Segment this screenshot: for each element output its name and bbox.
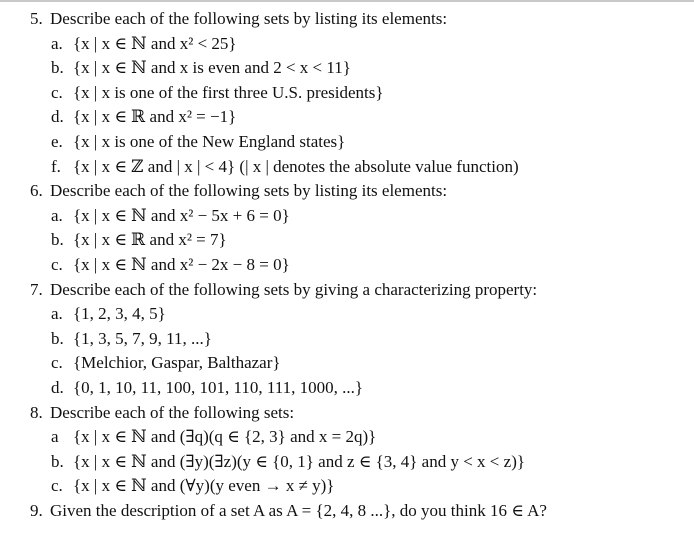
item-label: b. <box>51 328 64 348</box>
item-text: {x | x ∈ ℕ and (∀y)(y even → x ≠ y)} <box>73 476 335 496</box>
item-text: {x | x ∈ ℕ and (∃q)(q ∈ {2, 3} and x = 2q)} <box>73 427 377 447</box>
question-prompt: Describe each of the following sets by listing its elements: <box>50 9 448 28</box>
item-label: b. <box>51 451 64 471</box>
item-text: {x | x is one of the New England states} <box>73 131 346 151</box>
item-text: {x | x ∈ ℕ and x² − 2x − 8 = 0} <box>73 254 290 274</box>
item-label: d. <box>51 107 64 127</box>
question-5-item-d <box>0 105 694 130</box>
question-8-item-b <box>0 450 694 475</box>
item-text: {x | x ∈ ℕ and x² < 25} <box>73 33 237 53</box>
question-6 <box>0 179 694 204</box>
question-5-item-e <box>0 130 694 155</box>
question-number: 6. <box>30 181 43 201</box>
item-label: d. <box>51 377 64 397</box>
item-label: b. <box>51 58 64 78</box>
question-7-item-d <box>0 376 694 401</box>
question-5-item-c <box>0 81 694 106</box>
question-5-item-b <box>0 56 694 81</box>
item-text: {1, 2, 3, 4, 5} <box>73 304 166 324</box>
item-text: {x | x is one of the first three U.S. presidents} <box>73 82 384 102</box>
item-text: {x | x ∈ ℕ and x² − 5x + 6 = 0} <box>73 205 290 225</box>
top-divider <box>0 0 694 2</box>
item-text: {Melchior, Gaspar, Balthazar} <box>73 353 281 373</box>
question-7-item-c <box>0 351 694 376</box>
item-text: {1, 3, 5, 7, 9, 11, ...} <box>73 328 212 348</box>
item-label: f. <box>51 156 61 176</box>
item-label: c. <box>51 476 63 496</box>
question-6-item-b <box>0 228 694 253</box>
item-text: {x | x ∈ ℝ and x² = 7} <box>73 230 227 250</box>
item-label: a. <box>51 205 63 225</box>
item-text: {x | x ∈ ℝ and x² = −1} <box>73 107 237 127</box>
item-text: {0, 1, 10, 11, 100, 101, 110, 111, 1000, ...} <box>73 377 364 397</box>
question-number: 9. <box>30 500 43 520</box>
item-text: {x | x ∈ ℕ and (∃y)(∃z)(y ∈ {0, 1} and z ∈ {3, 4} and y < x < z)} <box>73 451 526 471</box>
item-label: a. <box>51 33 63 53</box>
item-label: c. <box>51 353 63 373</box>
item-text: {x | x ∈ ℕ and x is even and 2 < x < 11} <box>73 58 351 78</box>
question-prompt: Describe each of the following sets by listing its elements: <box>50 181 448 201</box>
exercise-list <box>0 7 694 523</box>
question-7-item-a <box>0 302 694 327</box>
question-5-item-a <box>0 32 694 57</box>
question-8 <box>0 401 694 426</box>
question-number: 7. <box>30 279 43 299</box>
question-5 <box>0 7 694 32</box>
item-label: a <box>51 427 59 447</box>
question-8-item-c <box>0 474 694 499</box>
question-5-item-f <box>0 155 694 180</box>
item-label: a. <box>51 304 63 324</box>
item-label: c. <box>51 254 63 274</box>
question-7 <box>0 278 694 303</box>
item-text: {x | x ∈ ℤ and | x | < 4} (| x | denotes the absolute value function) <box>73 156 519 176</box>
item-label: c. <box>51 82 63 102</box>
question-prompt: Given the description of a set A as A = {2, 4, 8 ...}, do you think 16 ∈ A? <box>50 500 547 520</box>
item-label: b. <box>51 230 64 250</box>
question-number: 8. <box>30 402 43 422</box>
question-7-item-b <box>0 327 694 352</box>
question-6-item-c <box>0 253 694 278</box>
question-prompt: Describe each of the following sets by giving a characterizing property: <box>50 279 538 299</box>
item-label: e. <box>51 131 63 151</box>
question-6-item-a <box>0 204 694 229</box>
question-8-item-a <box>0 425 694 450</box>
question-prompt: Describe each of the following sets: <box>50 402 295 422</box>
question-number: 5. <box>30 9 43 28</box>
question-9 <box>0 499 694 524</box>
